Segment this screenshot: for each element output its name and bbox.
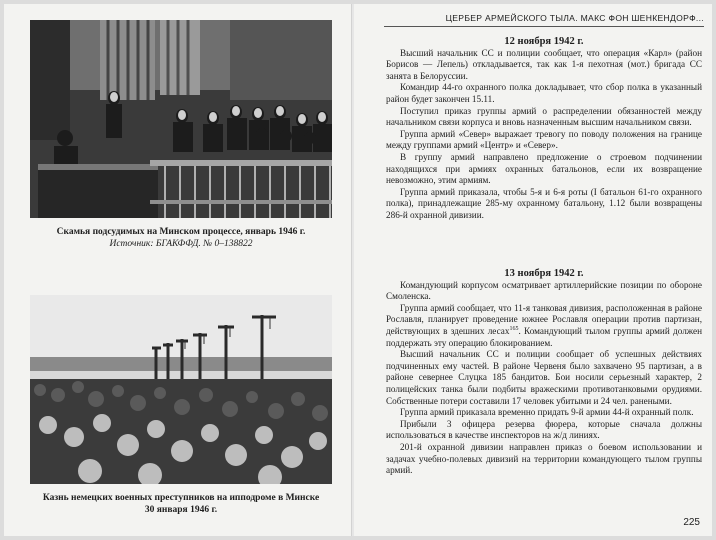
section2-p2-after: . Командующий тылом группы армий должен поддержать эту операцию блокированием. (386, 325, 702, 348)
section2-paragraph: Группа армий приказала временно придать 9-й армии 44-й охранный полк. (400, 407, 694, 418)
section2-paragraph: Командующий корпусом осматривает артиллерийские позиции по обороне Смоленска. (386, 279, 702, 302)
section-13-november (386, 268, 702, 477)
courtroom-caption-title: Скамья подсудимых на Минском процессе, январь 1946 г. (56, 227, 306, 237)
courtroom-photo-icon (30, 20, 332, 218)
courtroom-photo-caption (16, 226, 346, 250)
section2-paragraph: Прибыли 3 офицера резерва фюрера, которые сначала должны использоваться в качестве инспекторов на ж/д линиях. (386, 418, 702, 441)
section1-paragraph: Командир 44-го охранного полка докладывает, что сбор полка в указанный район будет закончен 15.11. (386, 82, 702, 104)
section1-paragraph: Группа армий приказала, чтобы 5-я и 6-я роты (I батальон 61-го охранного полка), принадлежащие 285-му охранному батальону, 1.12 были возвращены 286-й охранной дивизии. (386, 186, 702, 220)
section1-date: 12 ноября 1942 г. (504, 36, 584, 47)
page-number: 225 (683, 517, 700, 528)
section1-paragraph: Поступил приказ группы армий о распределении обязанностей между начальником связи корпуса и вновь назначенным высшим начальником связи. (386, 105, 702, 128)
footnote-ref[interactable]: 165 (509, 325, 519, 332)
section2-p2-before: Группа армий сообщает, что 11-я танковая дивизия, расположенная в районе Рославля, планирует проведение южнее Рославля операции против партизан, действующих в здешних лесах (386, 302, 702, 336)
left-page (4, 4, 353, 536)
execution-caption-line1: Казнь немецких военных преступников на ипподроме в Минске (42, 493, 320, 503)
right-page (354, 4, 712, 536)
section2-paragraph-footnoted (386, 303, 702, 349)
courtroom-photo (30, 20, 332, 218)
section-12-november (386, 36, 702, 222)
execution-caption-line2: 30 января 1946 г. (144, 505, 218, 515)
running-head: ЦЕРБЕР АРМЕЙСКОГО ТЫЛА. МАКС ФОН ШЕНКЕНДОРФ... (384, 13, 704, 27)
section2-paragraph: Высший начальник СС и полиции сообщает об успешных действиях подчиненных ему частей. В районе Червеня было захвачено 95 партизан, а в районе севернее Слуцка 185 бандитов. Бои носили серьезный характер, 2 полицейских танка были подбиты вражескими противотанковыми орудиями. Собственные потери составили 17 человек убитыми и 24 чел. ранеными. (386, 349, 702, 406)
section1-paragraph: В группу армий направлено предложение о строевом подчинении находящихся при армиях охранных батальонов, если их возвращение невозможно, этим армиям. (386, 151, 702, 186)
section1-paragraph: Высший начальник СС и полиции сообщает, что операция «Карл» (район Борисов — Лепель) откладывается, так как 1-я пехотная (мот.) бригада СС занята в Белоруссии. (386, 47, 702, 81)
execution-photo-caption (16, 492, 346, 516)
section1-paragraph: Группа армий «Север» выражает тревогу по поводу положения на границе между группами армий «Центр» и «Север». (386, 128, 702, 151)
courtroom-caption-source: Источник: БГАКФФД. № 0–138822 (109, 239, 253, 249)
section2-paragraph: 201-й охранной дивизии направлен приказ о боевом использовании и задачах учебно-полевых дивизий на территории командующего тылом группы армий. (386, 441, 702, 476)
section2-date: 13 ноября 1942 г. (504, 268, 584, 279)
execution-photo (30, 295, 332, 484)
execution-crowd-photo-icon (30, 295, 332, 484)
